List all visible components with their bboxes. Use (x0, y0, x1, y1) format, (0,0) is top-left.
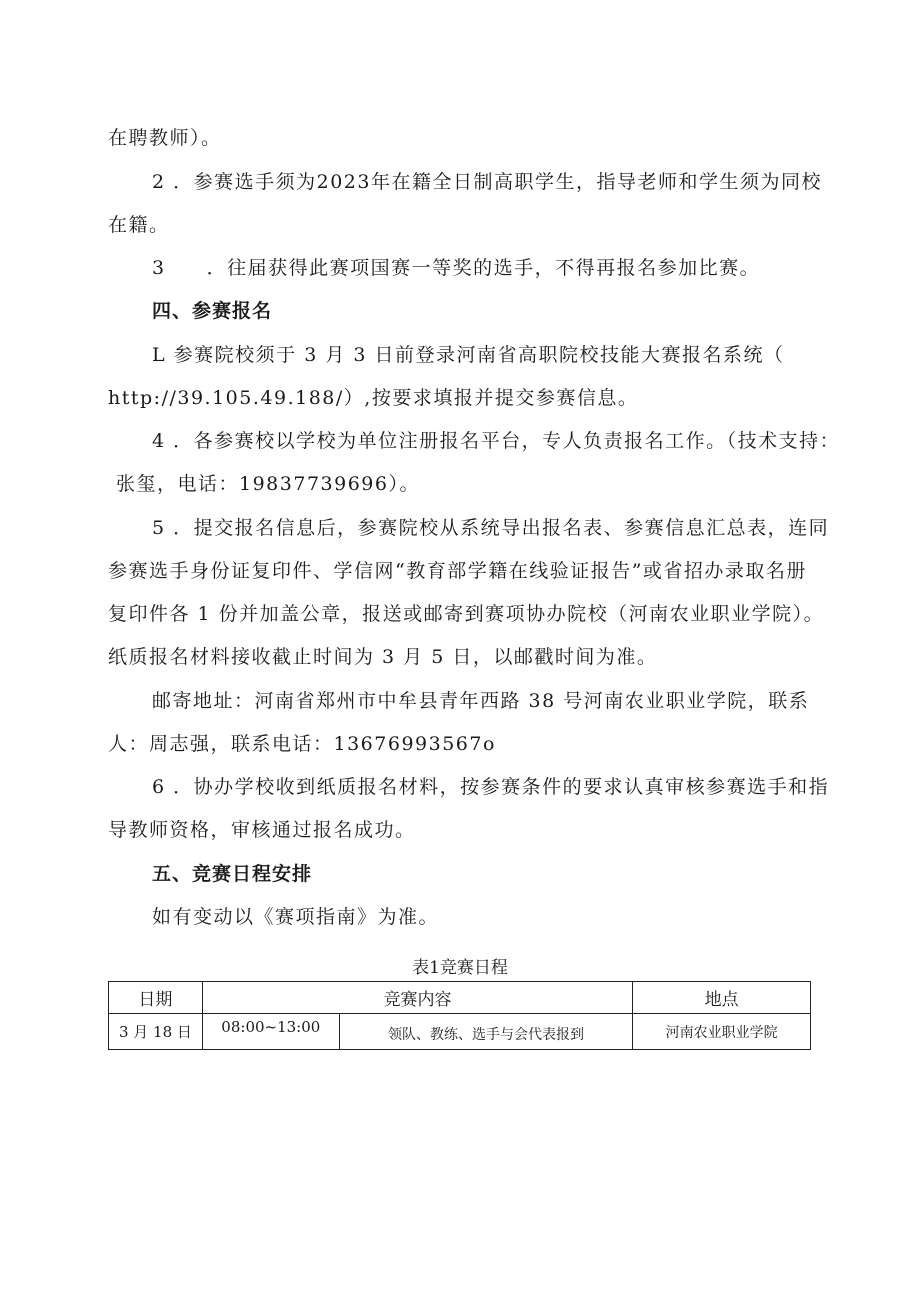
section-heading-5: 五、竞赛日程安排 (152, 863, 313, 885)
mail-address-line-2: 人：周志强，联系电话：13676993567o (108, 733, 496, 755)
item-3: 3 ．往届获得此赛项国赛一等奖的选手，不得再报名参加比赛。 (152, 257, 761, 279)
cell-activity: 领队、教练、选手与会代表报到 (339, 1014, 633, 1050)
cell-place: 河南农业职业学院 (633, 1014, 811, 1050)
schedule-table (108, 981, 811, 1050)
schedule-note: 如有变动以《赛项指南》为准。 (152, 906, 440, 928)
item-4-line-1: 4 ．各参赛校以学校为单位注册报名平台，专人负责报名工作。（技术支持： (152, 430, 841, 452)
item-2-line-1: 2 ．参赛选手须为2023年在籍全日制高职学生，指导老师和学生须为同校 (152, 171, 822, 193)
header-date: 日期 (109, 982, 203, 1014)
item-6-line-1: 6 ．协办学校收到纸质报名材料，按参赛条件的要求认真审核参赛选手和指 (152, 776, 830, 798)
item-2-line-2: 在籍。 (108, 214, 170, 236)
table-row (109, 1014, 811, 1050)
item-5-line-3: 复印件各 1 份并加盖公章，报送或邮寄到赛项协办院校（河南农业职业学院）。 (108, 603, 825, 625)
mail-address-line-1: 邮寄地址：河南省郑州市中牟县青年西路 38 号河南农业职业学院，联系 (152, 690, 810, 712)
cell-date: 3 月 18 日 (109, 1014, 203, 1050)
table-caption: 表1竞赛日程 (412, 958, 508, 978)
item-l-line-1: L 参赛院校须于 3 月 3 日前登录河南省高职院校技能大赛报名系统（ (152, 344, 785, 366)
item-6-line-2: 导教师资格，审核通过报名成功。 (108, 819, 416, 841)
item-5-line-2: 参赛选手身份证复印件、学信网“教育部学籍在线验证报告”或省招办录取名册 (108, 560, 807, 582)
table-header-row (109, 982, 811, 1014)
header-place: 地点 (633, 982, 811, 1014)
header-content: 竞赛内容 (202, 982, 632, 1014)
cell-time: 08:00~13:00 (202, 1014, 339, 1050)
section-heading-4: 四、参赛报名 (152, 300, 273, 322)
item-5-line-4: 纸质报名材料接收截止时间为 3 月 5 日，以邮戳时间为准。 (108, 646, 658, 668)
item-4-line-2: 张玺，电话：19837739696）。 (116, 473, 420, 495)
item-l-line-2: http://39.105.49.188/）,按要求填报并提交参赛信息。 (108, 387, 639, 409)
paragraph-continuation: 在聘教师）。 (108, 127, 222, 149)
item-5-line-1: 5 ．提交报名信息后，参赛院校从系统导出报名表、参赛信息汇总表，连同 (152, 517, 830, 539)
